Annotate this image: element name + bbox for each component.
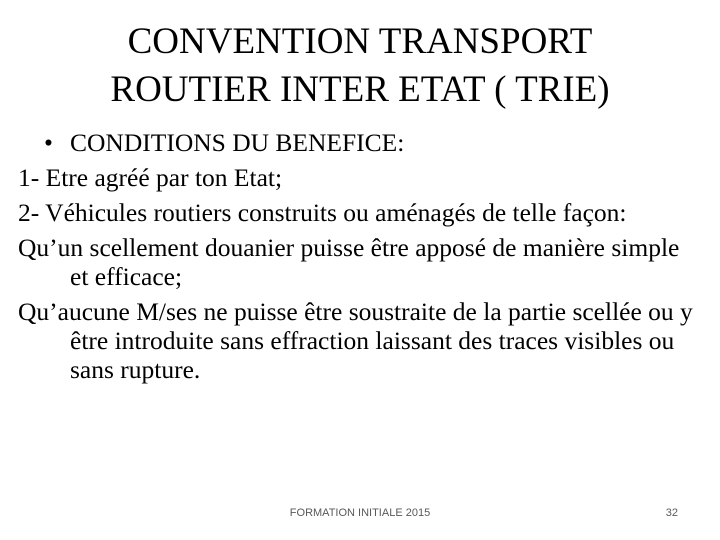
condition-1: 1- Etre agréé par ton Etat; <box>18 163 283 192</box>
slide-title-line-1: CONVENTION TRANSPORT <box>127 21 593 62</box>
slide-title <box>36 18 684 114</box>
bullet-dot-icon: • <box>44 128 53 157</box>
bullet-conditions-text: CONDITIONS DU BENEFICE: <box>70 128 405 157</box>
footer-label: FORMATION INITIALE 2015 <box>289 507 431 519</box>
slide-body <box>18 128 698 390</box>
bullet-conditions <box>18 128 698 157</box>
page-number: 32 <box>665 507 678 519</box>
slide-title-line-2: ROUTIER INTER ETAT ( TRIE) <box>110 69 610 110</box>
condition-2: 2- Véhicules routiers construits ou aménagés de telle façon: <box>18 198 627 227</box>
condition-2-seal-requirement: Qu’un scellement douanier puisse être apposé de manière simple et efficace; <box>18 233 680 291</box>
condition-2-goods-requirement: Qu’aucune M/ses ne puisse être soustraite de la partie scellée ou y être introduite sans effraction laissant des traces visibles ou sans rupture. <box>18 297 693 384</box>
